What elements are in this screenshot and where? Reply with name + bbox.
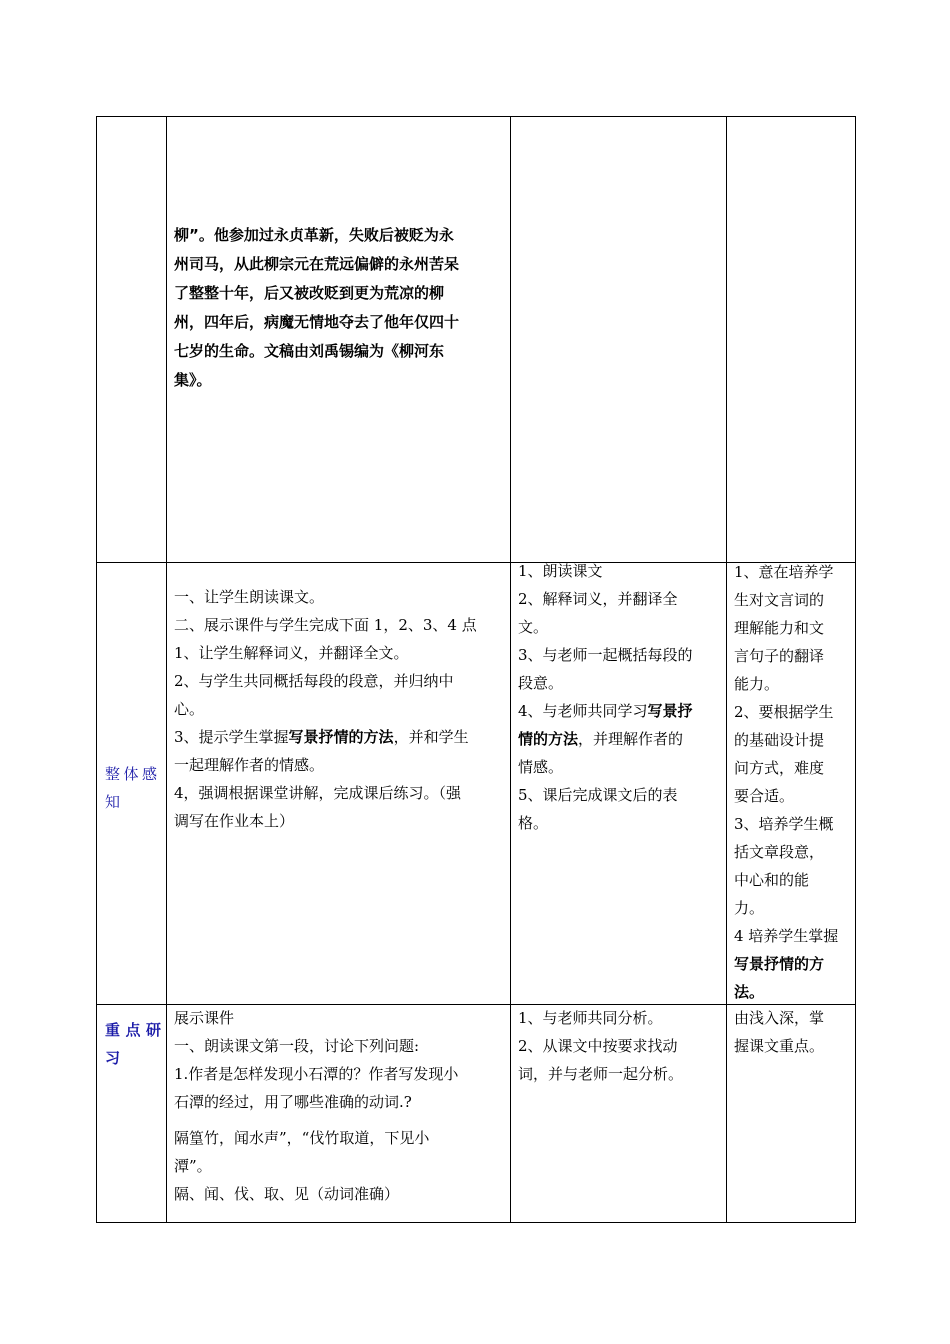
- emphasis-method: 写景抒: [647, 702, 693, 720]
- row1-text-line: 七岁的生命。文稿由刘禹锡编为《柳河东: [174, 342, 445, 360]
- intent-line: 中心和的能: [734, 871, 810, 889]
- student-step: 3、与老师一起概括每段的: [518, 646, 693, 664]
- column-divider-1: [166, 117, 167, 1222]
- teacher-step: 石潭的经过，用了哪些准确的动词.?: [174, 1093, 412, 1111]
- student-step: 文。: [518, 618, 549, 636]
- intent-line: 的基础设计提: [734, 731, 825, 749]
- teacher-step: 心。: [174, 700, 205, 718]
- teacher-step: 2、与学生共同概括每段的段意，并归纳中: [174, 672, 454, 690]
- student-step-with-emphasis: [518, 697, 720, 725]
- teacher-step: 1.作者是怎样发现小石潭的？作者写发现小: [174, 1065, 459, 1083]
- row3-intent-cell: [734, 1004, 851, 1060]
- teacher-step: 1、让学生解释词义，并翻译全文。: [174, 644, 409, 662]
- student-step: 词，并与老师一起分析。: [518, 1065, 684, 1083]
- lesson-table: [96, 116, 856, 1223]
- row1-text-line: 州，四年后，病魔无情地夺去了他年仅四十: [174, 313, 460, 331]
- student-step-part: 4、与老师共同学习: [518, 702, 648, 720]
- teacher-step-with-emphasis: [174, 723, 506, 751]
- teacher-step: 潭”。: [174, 1157, 212, 1175]
- intent-line-emphasis: 法。: [734, 983, 765, 1001]
- row3-label-cell: [105, 1016, 161, 1072]
- column-divider-3: [726, 117, 727, 1222]
- row2-student-cell: [518, 557, 720, 837]
- row1-content-cell: [174, 221, 504, 395]
- row2-intent-cell: [734, 558, 851, 1006]
- student-step: 情感。: [518, 758, 564, 776]
- student-step: 5、课后完成课文后的表: [518, 786, 678, 804]
- emphasis-method: 写景抒情的方法: [288, 728, 394, 746]
- row2-label-cell: [105, 760, 161, 816]
- column-divider-2: [510, 117, 511, 1222]
- student-step: 2、解释词义，并翻译全: [518, 590, 678, 608]
- intent-line: 4 培养学生掌握: [734, 927, 839, 945]
- intent-line: 要合适。: [734, 787, 795, 805]
- teacher-step: 一、让学生朗读课文。: [174, 588, 325, 606]
- intent-line: 3、培养学生概: [734, 815, 834, 833]
- intent-line: 1、意在培养学: [734, 563, 834, 581]
- row2-teacher-cell: [174, 583, 506, 835]
- student-step: 2、从课文中按要求找动: [518, 1037, 678, 1055]
- student-step-with-emphasis: [518, 725, 720, 753]
- teacher-step: 展示课件: [174, 1009, 235, 1027]
- row1-text-line: 柳”。他参加过永贞革新，失败后被贬为永: [174, 226, 454, 244]
- teacher-step: 隔、闻、伐、取、见（动词准确）: [174, 1185, 400, 1203]
- intent-line: 握课文重点。: [734, 1037, 825, 1055]
- teacher-step: 一、朗读课文第一段，讨论下列问题:: [174, 1037, 420, 1055]
- teacher-step: 调写在作业本上）: [174, 812, 295, 830]
- intent-line: 生对文言词的: [734, 591, 825, 609]
- intent-line: 2、要根据学生: [734, 703, 834, 721]
- row3-label: 重点研习: [105, 1021, 161, 1067]
- student-step-part: ，并理解作者的: [578, 730, 684, 748]
- teacher-step: 一起理解作者的情感。: [174, 756, 325, 774]
- student-step: 1、朗读课文: [518, 562, 603, 580]
- teacher-step: 二、展示课件与学生完成下面 1，2、3、4 点: [174, 616, 477, 634]
- intent-line: 能力。: [734, 675, 780, 693]
- teacher-step: 4，强调根据课堂讲解，完成课后练习。（强: [174, 784, 462, 802]
- intent-line: 力。: [734, 899, 765, 917]
- student-step: 段意。: [518, 674, 564, 692]
- emphasis-method: 情的方法: [518, 730, 579, 748]
- teacher-step-part: 3、提示学生掌握: [174, 728, 289, 746]
- row1-text-line: 了整整十年，后又被改贬到更为荒凉的柳: [174, 284, 445, 302]
- row1-text-line: 集》。: [174, 371, 212, 389]
- row2-label: 整体感知: [105, 765, 157, 811]
- row3-student-cell: [518, 1004, 720, 1088]
- intent-line: 括文章段意，: [734, 843, 825, 861]
- teacher-step: 隔篁竹，闻水声”，“伐竹取道，下见小: [174, 1129, 430, 1147]
- student-step: 格。: [518, 814, 549, 832]
- row1-text-line: 州司马，从此柳宗元在荒远偏僻的永州苦呆: [174, 255, 460, 273]
- intent-line: 理解能力和文: [734, 619, 825, 637]
- teacher-step-part: ，并和学生: [393, 728, 469, 746]
- intent-line: 言句子的翻译: [734, 647, 825, 665]
- intent-line: 问方式，难度: [734, 759, 825, 777]
- intent-line: 由浅入深，掌: [734, 1009, 825, 1027]
- row3-teacher-cell: [174, 1004, 506, 1208]
- intent-line-emphasis: 写景抒情的方: [734, 955, 825, 973]
- student-step: 1、与老师共同分析。: [518, 1009, 663, 1027]
